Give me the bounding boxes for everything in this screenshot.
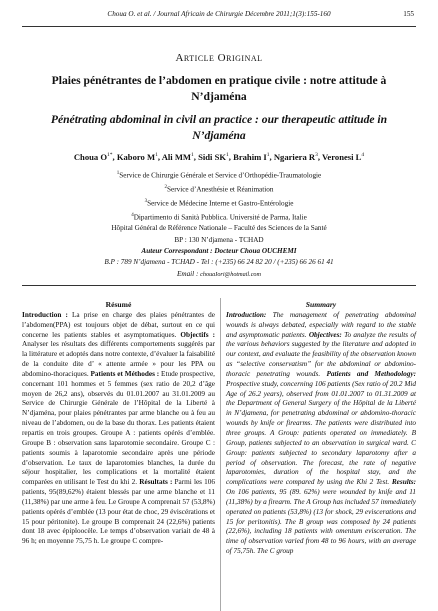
author-list: Choua $O^{1*}$, Kaboro $M^1$, Ali $MM^1$, Sidi $SK^1$, Brahim $I^1$, Ngariera $R^3$, Veronesi $L^4$ <box>73 152 365 162</box>
summary-text: Introduction: The management of penetrating abdominal wounds is always debated, especially with regard to the stable and asymptomatic patients. Objectives: To analyze the results of the various behaviors suggested by the literature and adopted in our context, and evaluate the feasibility of the observation known as “selective conservatism” for the abdominal or abdomino-thoracic penetrating wounds. Patients and Methodology: Prospective study, concerning 106 patients (Sex ratio of 20.2 Mid Age of 26.2 years), observed from 01.01.2007 to 01.31.2009 at the Department of General Surgery of the Hôpital de la Liberté in N’djamena, for penetrating abdominal or abdomino-thoracic wounds by knife or firearms. The patients were distributed into three groups. A Group: patients operated on immediately. B Group, patients subjected to an observation in surgical ward. C Group: patients subjected to secondary laparotomy after a period of observation. The forecast, the rate of negative laparotomies, duration of the hospital stay, and the complications were compared by using the Khi 2 Test. Results: On 106 patients, 95 (89. 62%) were wounded by knife and 11 (11,38%) by a firearm. The A Group has included 57 immediately operated on patients (53,8%) (13 for shock, 29 eviscerations and 15 for peritonitis). The B group was composed by 24 patients (22,6%), including 18 patients with omentum evisceration. The time of observation varied from 48 to 96 hours, with an average of 75,75h. The C group <box>226 310 417 556</box>
running-header <box>0 10 438 24</box>
article-type: Article Original <box>175 52 263 64</box>
affiliation-4: $^4$Dipartimento di Sanità Pubblica. Université de Parma, Italie <box>131 213 307 222</box>
affiliation-1: $^1$Service de Chirurgie Générale et Service d’Orthopédie-Traumatologie <box>116 171 322 180</box>
author: Kaboro $M^1$ <box>116 152 158 162</box>
contact-line: B.P : 789 N’djamena - TCHAD - Tel : (+235) 66 24 82 20 / (+235) 66 26 61 41 <box>104 258 334 266</box>
title-french: Plaies pénétrantes de l’abdomen en pratique civile : notre attitude à N’djaména <box>51 74 387 103</box>
resume-column <box>22 300 215 547</box>
section-rule <box>22 285 416 286</box>
page-number: 155 <box>403 10 414 18</box>
author: Sidi $SK^1$ <box>198 152 229 162</box>
email-line: Email : chouaIori@hotmail.com <box>176 270 261 278</box>
postal-box: BP : 130 N’djamena - TCHAD <box>174 236 264 244</box>
resume-text: Introduction : La prise en charge des plaies pénétrantes de l’abdomen(PPA) est toujours objet de débat, surtout en ce qui concerne les patients stables et asymptomatiques. Objectifs : Analyser les résultats des différents comportements suggérés par la littérature et adoptés dans notre contexte, d’évaluer la faisabilité de la conduite dite d’ « attente armée » pour les PPA ou abdomino-thoraciques. Patients et Méthodes : Etude prospective, concernant 101 hommes et 5 femmes (sex ratio de 20,2 d’âge moyen de 26,2 ans), observés du 01.01.2007 au 31.01.2009 au Service de Chirurgie Générale de l’Hôpital de la Liberté à N’djaména, pour plaies pénétrantes par arme blanche ou à feu au niveau de l’abdomen, ou de la base du thorax. Les patients étaient repartis en trois groupes. Groupe A : patients opérés d’emblée. Groupe B : observation sans laparotomie secondaire. Groupe C : patients soumis à laparotomie secondaire après une période d’observation. Le taux de laparotomies blanches, la durée du séjour hospitalier, les complications et la mortalité étaient comparées en utilisant le Test du khi 2. Résultats : Parmi les 106 patients, 95(89,62%) étaient blessés par une arme blanche et 11 (11,38%) par une arme à feu. Le Groupe A comprenait 57 (53,8%) patients opérés d’emblée (13 pour état de choc, 29 éviscérations et 15 pour péritonite). Le groupe B comprenait 24 (22,6%) patients dont 18 avec épiploocèle. Le temps d’observation variait de 48 à 96 h; en moyenne 75,75 h. Le groupe C compre- <box>22 310 216 546</box>
affiliation-3: $^3$Service de Médecine Interne et Gastro-Entérologie <box>144 199 294 208</box>
affiliation-2: $^2$Service d’Anesthésie et Réanimation <box>164 185 274 194</box>
summary-heading: Summary <box>305 300 337 309</box>
resume-heading: Résumé <box>105 300 132 309</box>
journal-citation: Choua O. et al. / Journal Africain de Chirurgie Décembre 2011;1(3):155-160 <box>107 10 331 18</box>
author: Ali $MM^1$ <box>161 152 194 162</box>
author: Ngariera $R^3$ <box>273 152 318 162</box>
header-rule <box>22 26 416 27</box>
author: Veronesi $L^4$ <box>322 152 365 162</box>
column-divider <box>220 298 221 611</box>
email-address[interactable]: chouaIori@hotmail.com <box>200 271 261 278</box>
corresponding-author: Auteur Correspondant : Docteur Choua OUCHEMI <box>141 247 297 255</box>
hospital-line: Hôpital Général de Référence Nationale – Faculté des Sciences de la Santé <box>111 224 327 232</box>
title-english: Pénétrating abdominal in civil an practice : our therapeutic attitude in N’djaména <box>50 113 388 142</box>
author: Choua $O^{1*}$ <box>73 152 113 162</box>
author: Brahim $I^1$ <box>233 152 270 162</box>
summary-column <box>226 300 416 557</box>
